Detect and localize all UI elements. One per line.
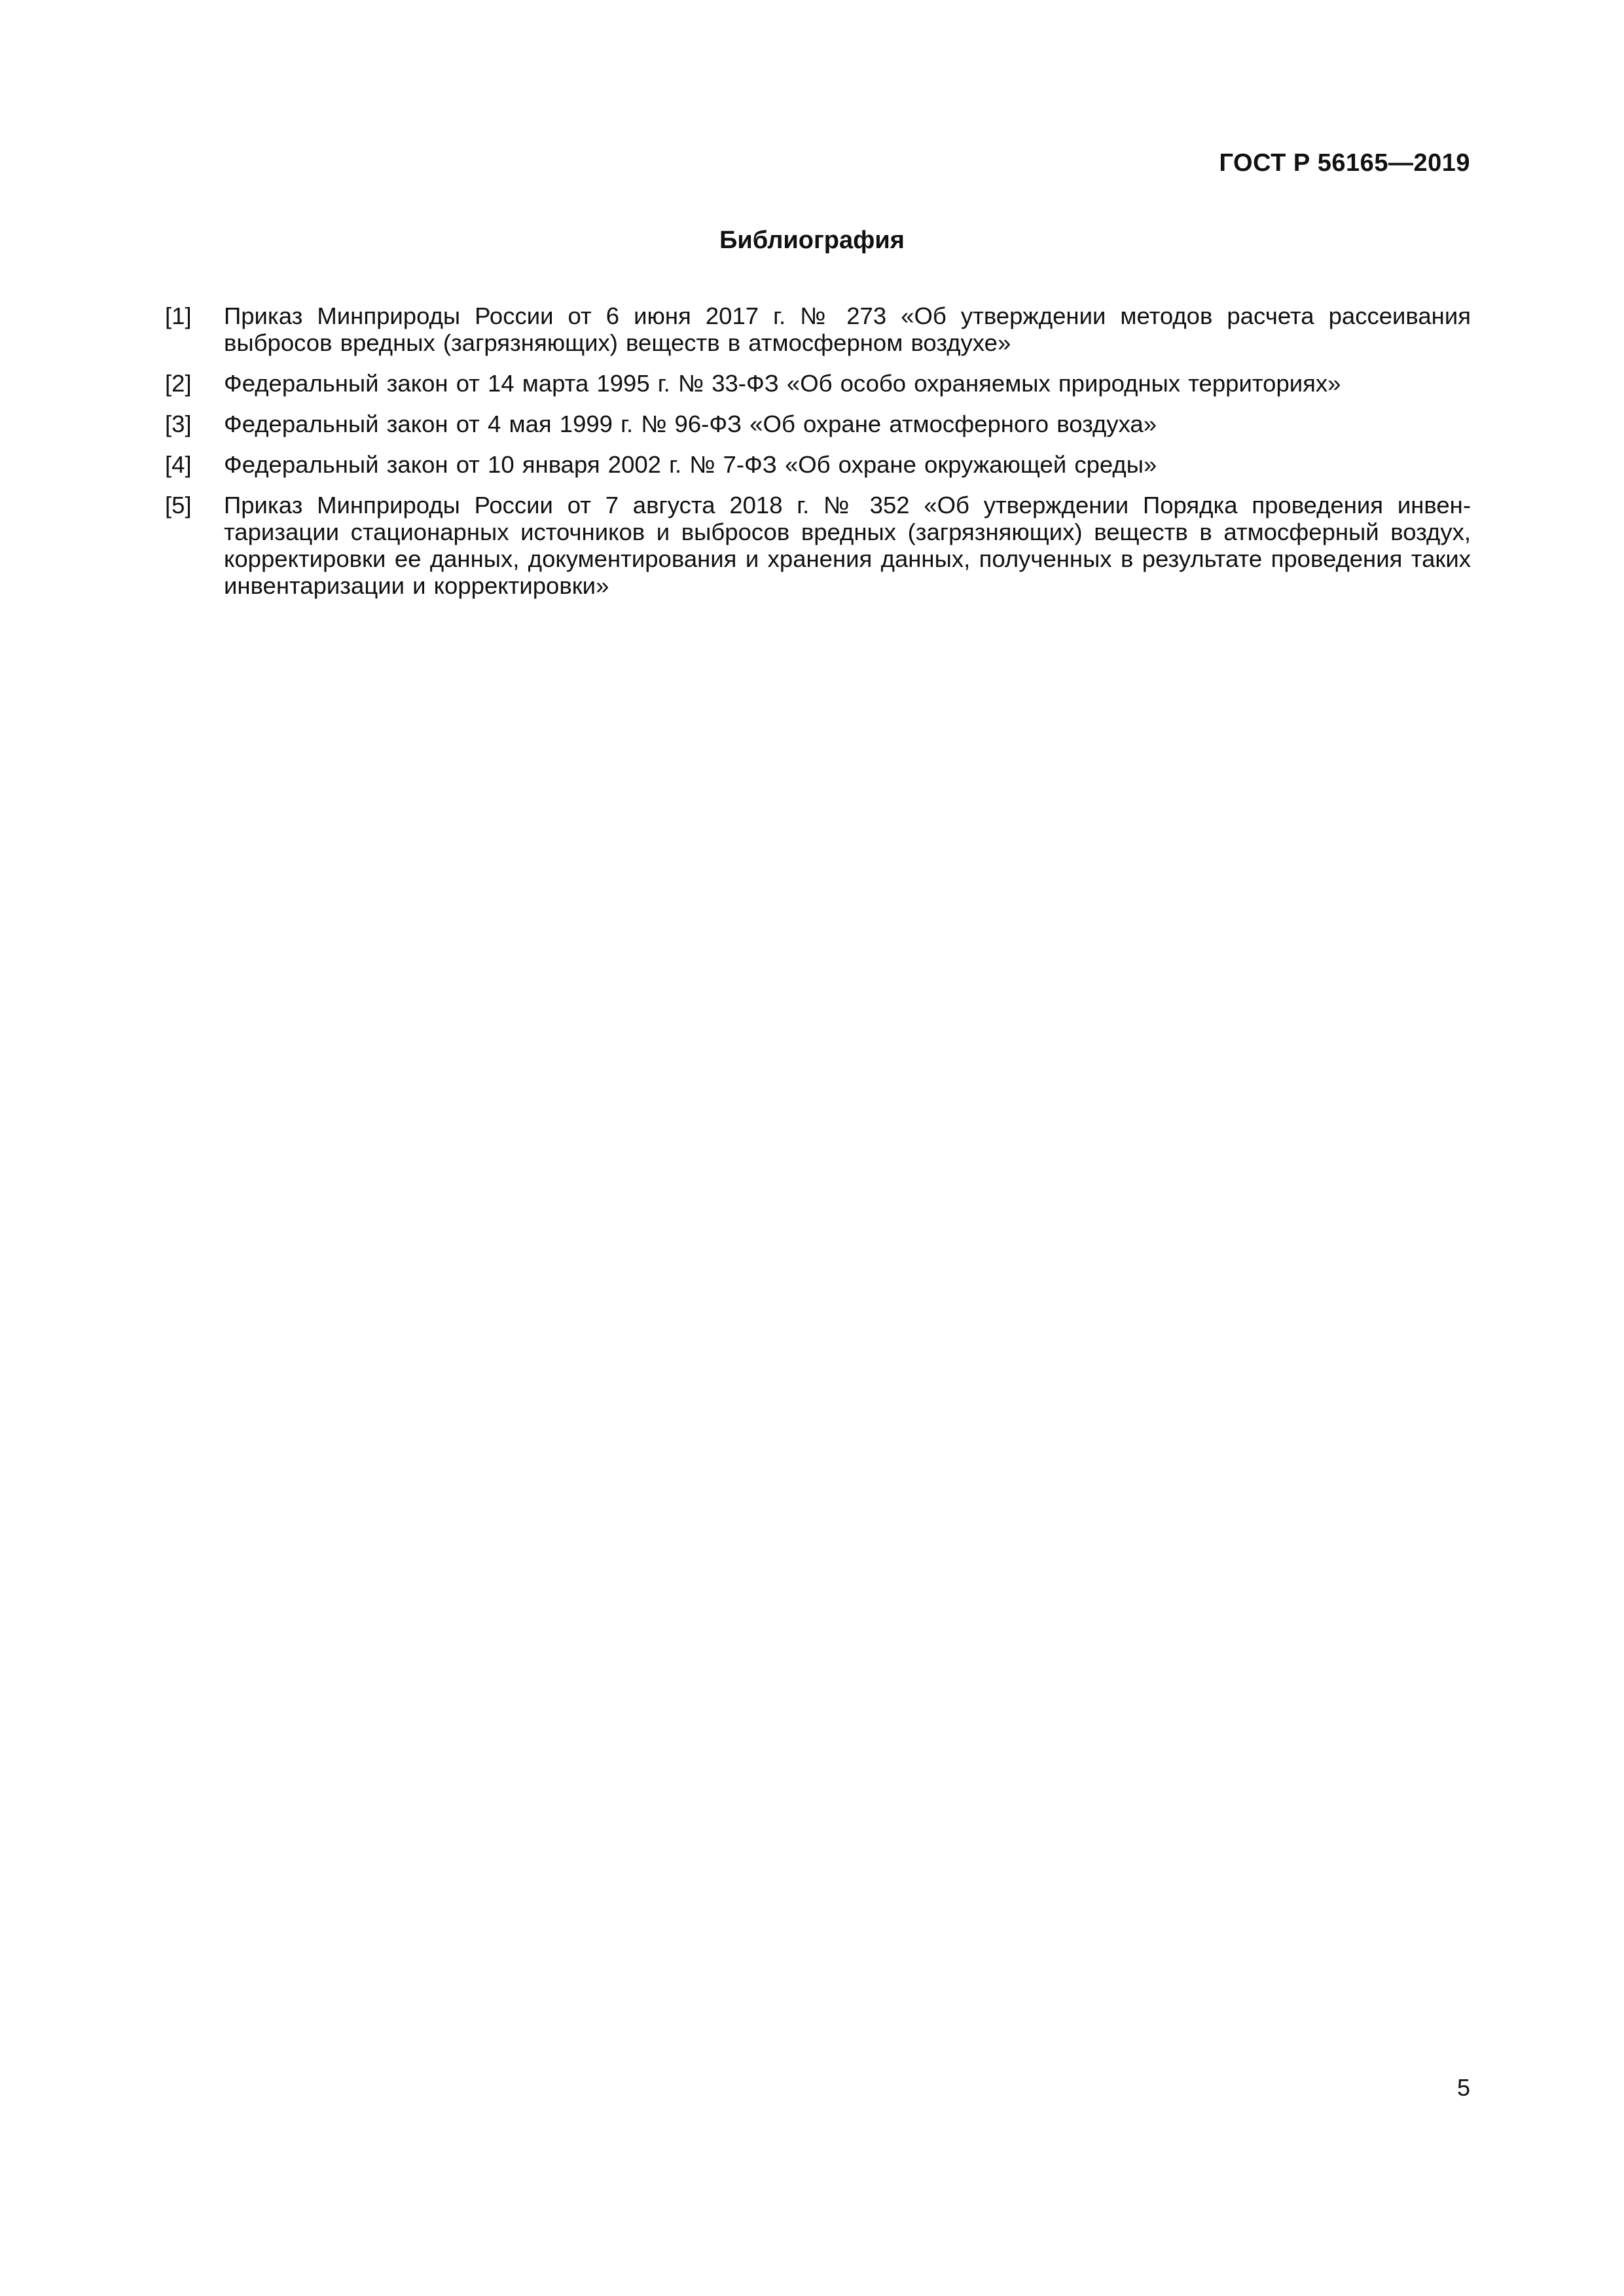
reference-number: [5] bbox=[165, 492, 192, 519]
bibliography-item-5 bbox=[165, 492, 1471, 599]
bibliography-title: Библиография bbox=[719, 227, 905, 254]
reference-number: [3] bbox=[165, 410, 192, 437]
reference-number: [1] bbox=[165, 302, 192, 329]
document-code: ГОСТ Р 56165—2019 bbox=[1219, 149, 1470, 177]
reference-text: Приказ Минприроды России от 6 июня 2017 г. № 273 «Об утверждении методов расчета рассеивания выбросов вредных (загрязняющих) веществ в атмосферном воздухе» bbox=[224, 302, 1471, 356]
reference-number: [2] bbox=[165, 370, 192, 397]
reference-number: [4] bbox=[165, 451, 192, 478]
page-number: 5 bbox=[1456, 2074, 1470, 2101]
bibliography-list bbox=[165, 302, 1471, 613]
reference-text: Приказ Минприроды России от 7 августа 2018 г. № 352 «Об утверждении Порядка проведения инвентаризации стационарных источников и выбросов вредных (загрязняющих) веществ в атмосферный воздух, корректировки ее данных, документирования и хранения данных, полученных в результате проведения таких инвентаризации и корректировки» bbox=[224, 492, 1471, 599]
bibliography-item-4 bbox=[165, 451, 1471, 478]
reference-text: Федеральный закон от 10 января 2002 г. № 7-ФЗ «Об охране окружающей среды» bbox=[224, 451, 1157, 478]
bibliography-item-2 bbox=[165, 370, 1471, 397]
bibliography-item-3 bbox=[165, 410, 1471, 437]
reference-text: Федеральный закон от 4 мая 1999 г. № 96-ФЗ «Об охране атмосферного воздуха» bbox=[224, 410, 1157, 437]
bibliography-item-1 bbox=[165, 302, 1471, 356]
reference-text: Федеральный закон от 14 марта 1995 г. № 33-ФЗ «Об особо охраняемых природных территориях» bbox=[224, 370, 1341, 397]
